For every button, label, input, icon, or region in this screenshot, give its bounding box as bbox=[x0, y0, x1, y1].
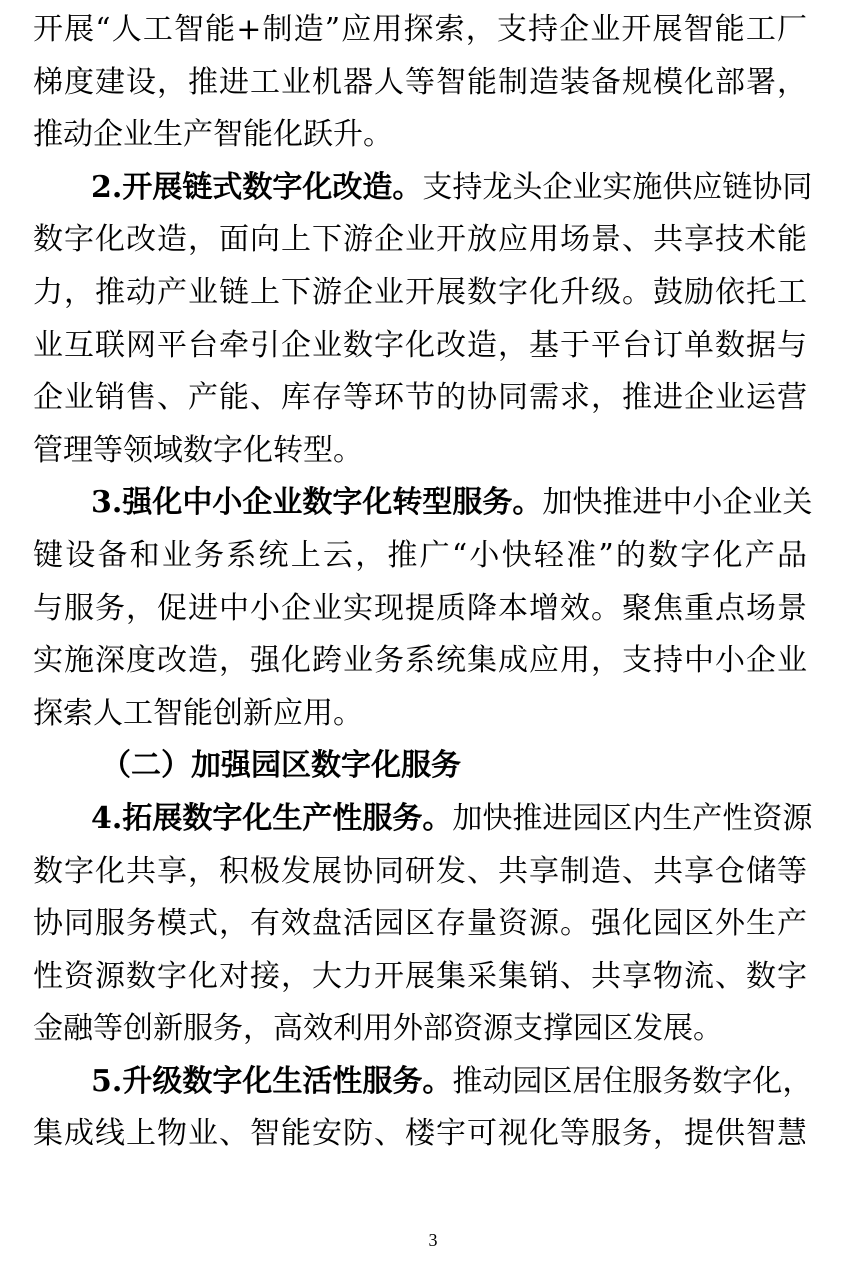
text-line: 业互联网平台牵引企业数字化改造，基于平台订单数据与 bbox=[33, 327, 807, 363]
text-line: 管理等领域数字化转型。 bbox=[33, 432, 363, 468]
text-line: 数字化共享，积极发展协同研发、共享制造、共享仓储等 bbox=[33, 853, 807, 889]
item-heading: 2.开展链式数字化改造。 bbox=[91, 169, 423, 205]
text-line bbox=[33, 793, 813, 846]
text-run: 推动园区居住服务数字化， bbox=[452, 1063, 813, 1099]
text-run: 加快推进园区内生产性资源 bbox=[452, 800, 813, 836]
item-heading: 5.升级数字化生活性服务。 bbox=[91, 1063, 453, 1099]
text-line: 键设备和业务系统上云，推广“小快轻准”的数字化产品 bbox=[33, 537, 807, 573]
text-line: 数字化改造，面向上下游企业开放应用场景、共享技术能 bbox=[33, 222, 807, 258]
item-heading: 3.强化中小企业数字化转型服务。 bbox=[91, 485, 543, 521]
text-run: 加快推进中小企业关 bbox=[542, 485, 813, 521]
text-line: 性资源数字化对接，大力开展集采集销、共享物流、数字 bbox=[33, 958, 807, 994]
text-line: 金融等创新服务，高效利用外部资源支撑园区发展。 bbox=[33, 1011, 723, 1047]
paragraph-item-2 bbox=[33, 162, 813, 478]
item-heading: 4.拓展数字化生产性服务。 bbox=[91, 800, 453, 836]
text-line: 协同服务模式，有效盘活园区存量资源。强化园区外生产 bbox=[33, 906, 807, 942]
text-run: 支持龙头企业实施供应链协同 bbox=[422, 169, 813, 205]
text-line bbox=[33, 162, 813, 215]
text-line: 企业销售、产能、库存等环节的协同需求，推进企业运营 bbox=[33, 380, 807, 416]
paragraph-item-5 bbox=[33, 1056, 813, 1161]
text-line: 梯度建设，推进工业机器人等智能制造装备规模化部署， bbox=[33, 64, 807, 100]
document-page bbox=[33, 4, 813, 1161]
text-line: 力，推动产业链上下游企业开展数字化升级。鼓励依托工 bbox=[33, 274, 807, 310]
section-heading: （二）加强园区数字化服务 bbox=[101, 748, 461, 784]
text-line bbox=[33, 477, 813, 530]
paragraph-item-4 bbox=[33, 793, 813, 1056]
page-number: 3 bbox=[428, 1230, 438, 1250]
text-line: 探索人工智能创新应用。 bbox=[33, 695, 363, 731]
text-line bbox=[33, 1056, 813, 1109]
text-line: 实施深度改造，强化跨业务系统集成应用，支持中小企业 bbox=[33, 643, 807, 679]
text-line: 集成线上物业、智能安防、楼宇可视化等服务，提供智慧 bbox=[33, 1116, 807, 1152]
text-line: 推动企业生产智能化跃升。 bbox=[33, 117, 393, 153]
text-line: 与服务，促进中小企业实现提质降本增效。聚焦重点场景 bbox=[33, 590, 807, 626]
paragraph-continuation bbox=[33, 4, 807, 162]
text-line: 开展“人工智能+制造”应用探索，支持企业开展智能工厂 bbox=[33, 12, 807, 47]
paragraph-item-3 bbox=[33, 477, 813, 740]
